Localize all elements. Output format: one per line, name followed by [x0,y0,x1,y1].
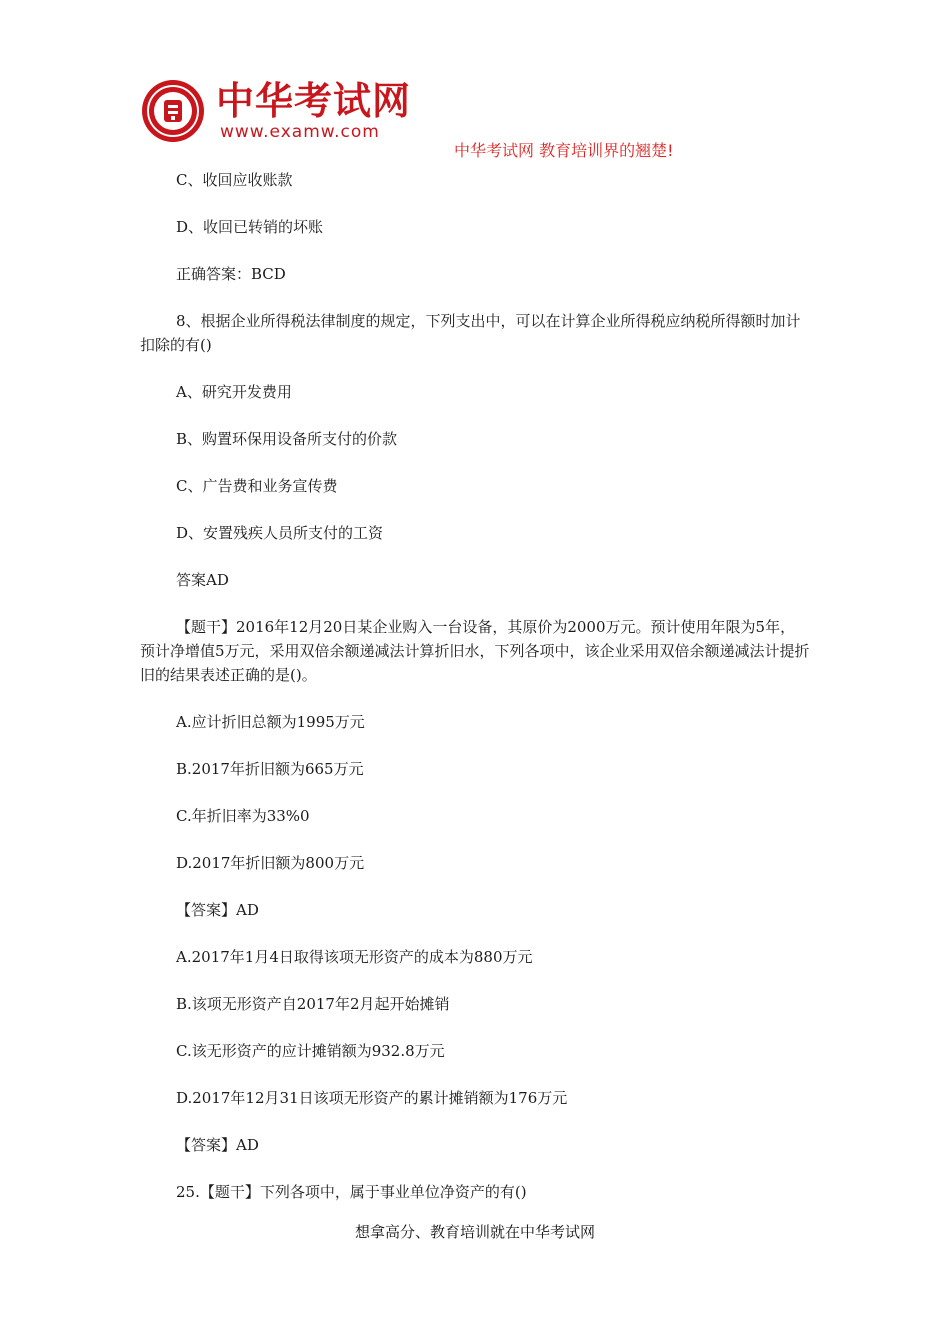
option-d-text: D.2017年折旧额为800万元 [176,854,365,872]
header-slogan: 中华考试网 教育培训界的翘楚! [454,141,674,160]
option-b-text: B.2017年折旧额为665万元 [176,760,364,778]
answer-text: 正确答案：BCD [176,265,286,283]
question-stem: 【题干】2016年12月20日某企业购入一台设备，其原价为2000万元。预计使用年限为5年，预计净增值5万元，采用双倍余额递减法计算折旧水，下列各项中，该企业采用双倍余额递减法计提折旧的结果表述正确的是()。 [140,618,810,684]
answer-text: 【答案】AD [176,901,259,919]
site-logo[interactable] [140,78,410,148]
option-c-text: C、广告费和业务宣传费 [176,477,338,495]
option-c-text: C、收回应收账款 [176,171,293,189]
document-body [140,168,810,1227]
option-a-text: A.2017年1月4日取得该项无形资产的成本为880万元 [176,948,533,966]
question-8: 8、根据企业所得税法律制度的规定，下列支出中，可以在计算企业所得税应纳税所得额时加计扣除的有() [140,312,801,354]
option-b-text: B.该项无形资产自2017年2月起开始摊销 [176,995,450,1013]
option-a-text: A.应计折旧总额为1995万元 [176,713,365,731]
option-c-text: C.该无形资产的应计摊销额为932.8万元 [176,1042,445,1060]
brand-url: www.examw.com [220,122,380,142]
question-25: 25.【题干】下列各项中，属于事业单位净资产的有() [176,1183,527,1201]
answer-text: 【答案】AD [176,1136,259,1154]
option-d-text: D.2017年12月31日该项无形资产的累计摊销额为176万元 [176,1089,568,1107]
seal-logo-icon [140,78,206,144]
brand-name: 中华考试网 [216,79,412,123]
option-d-text: D、收回已转销的坏账 [176,218,324,236]
option-a-text: A、研究开发费用 [176,383,292,401]
answer-text: 答案AD [176,571,229,589]
footer-text: 想拿高分、教育培训就在中华考试网 [354,1223,595,1241]
option-d-text: D、安置残疾人员所支付的工资 [176,524,384,542]
option-c-text: C.年折旧率为33%0 [176,807,310,825]
option-b-text: B、购置环保用设备所支付的价款 [176,430,398,448]
